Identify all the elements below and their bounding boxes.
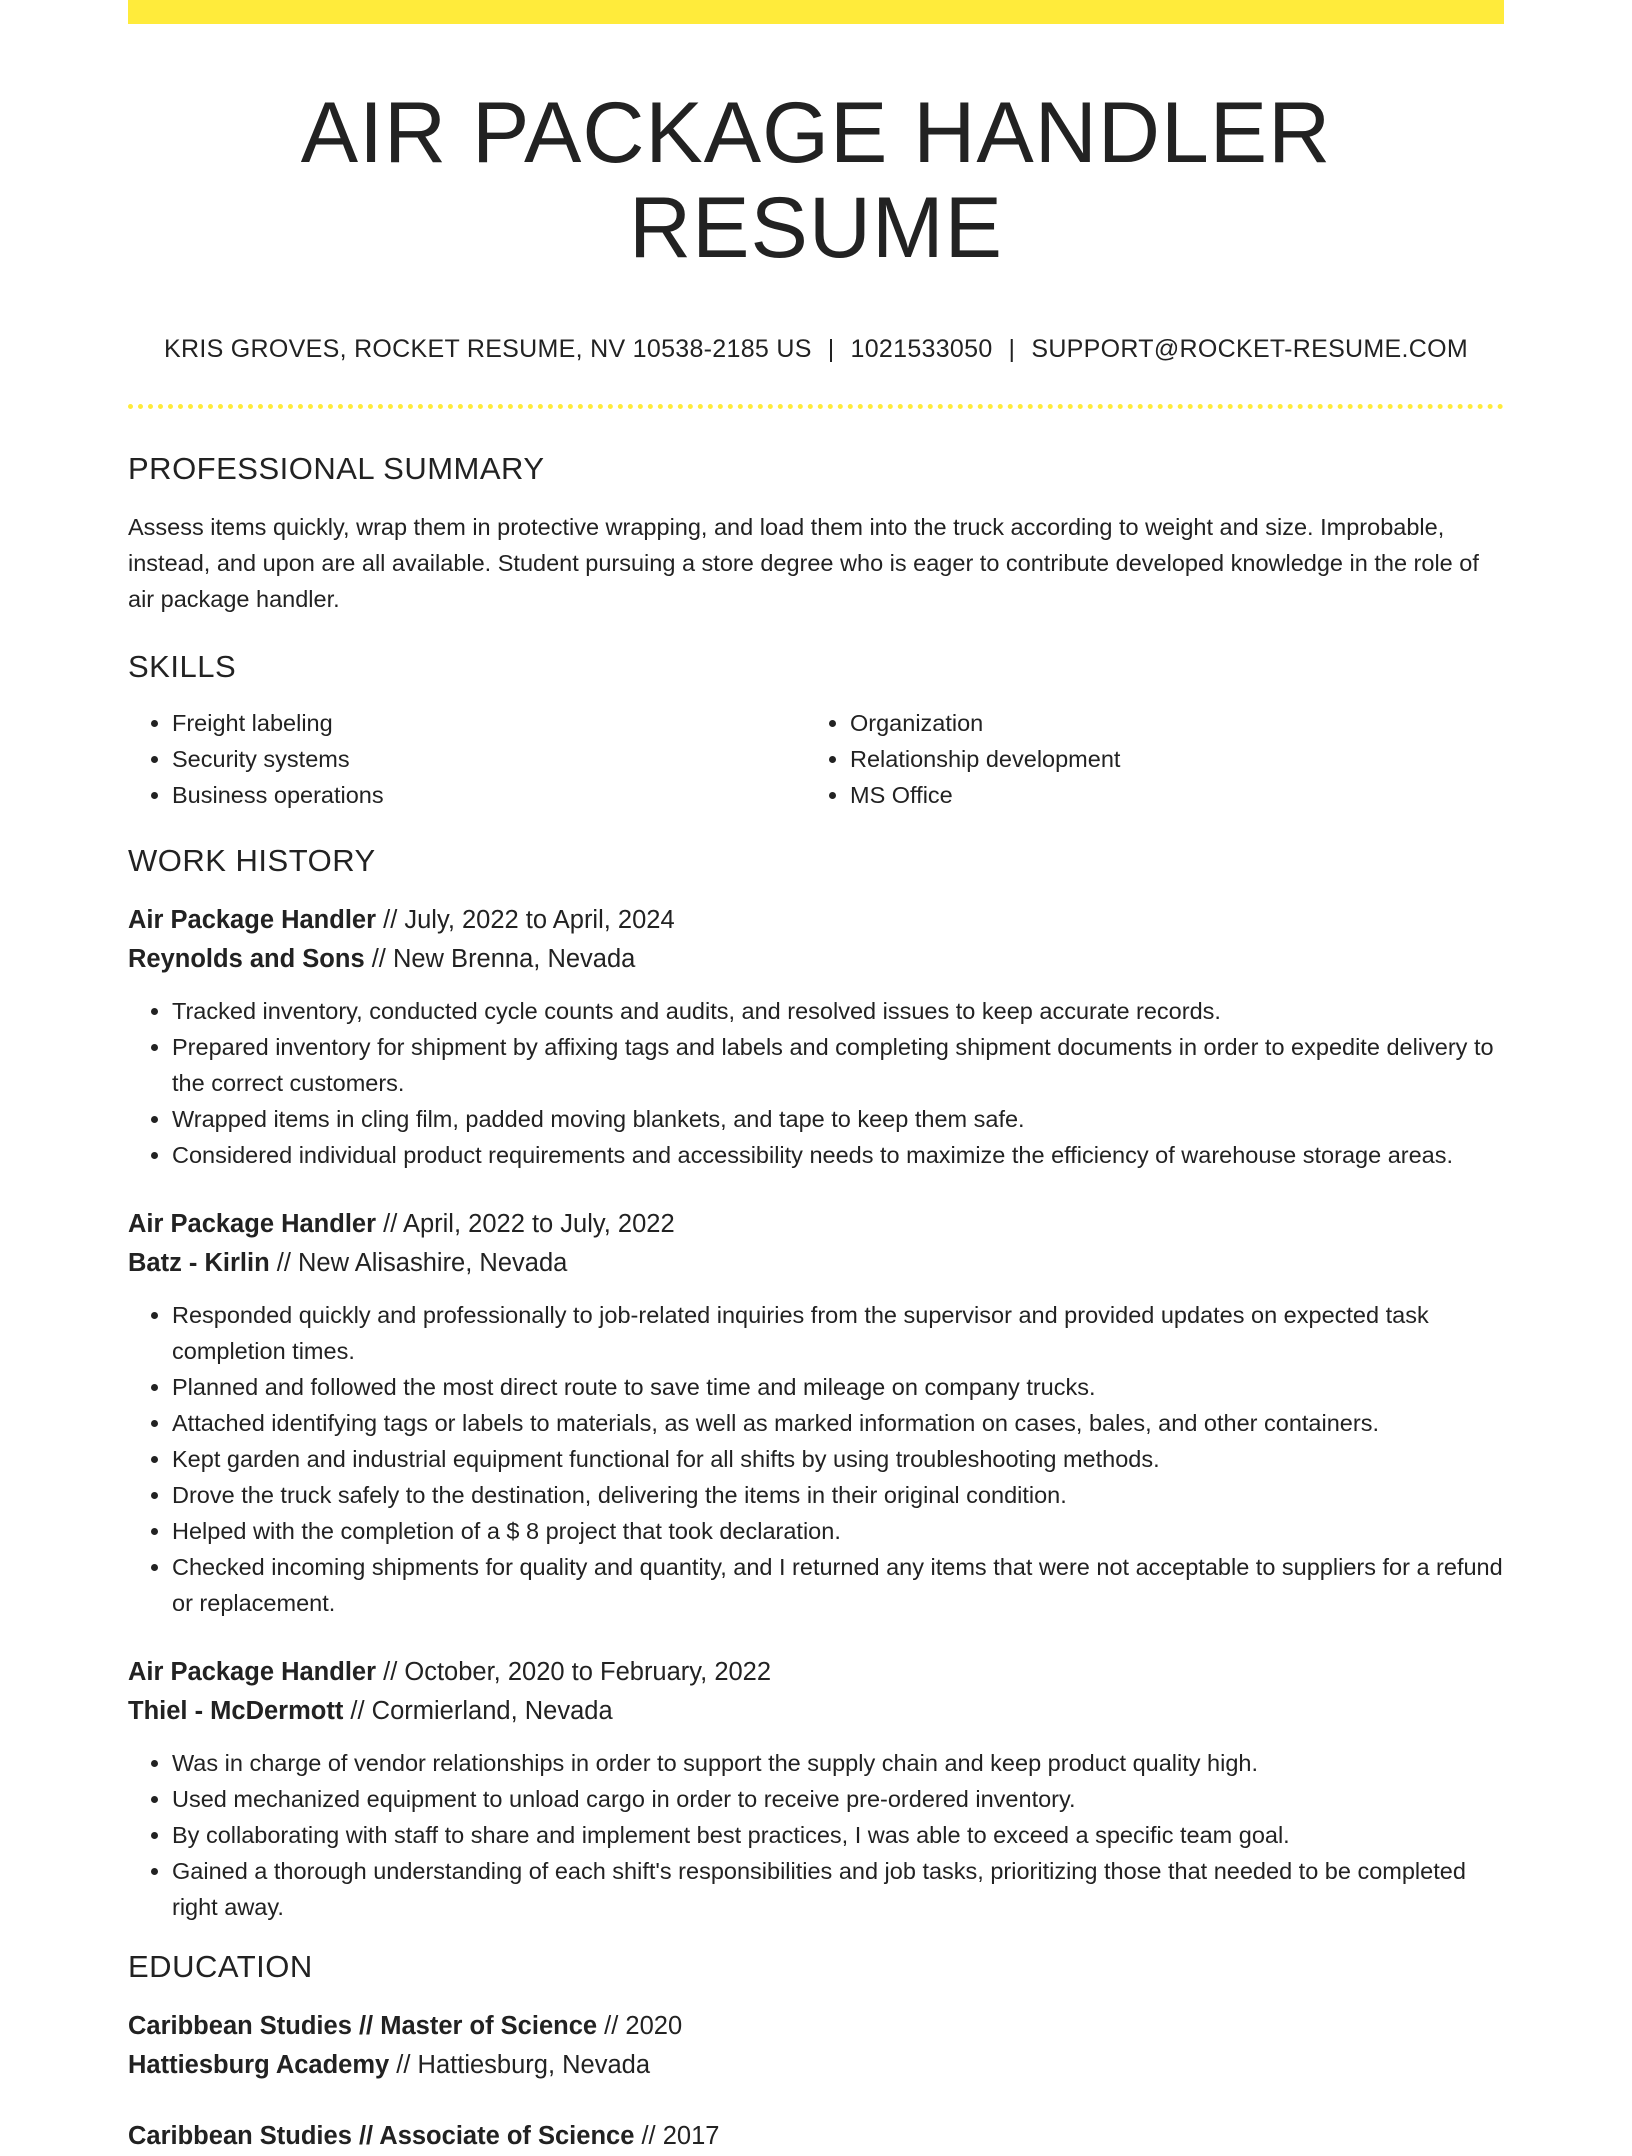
edu-degree-line	[128, 2007, 1504, 2046]
contact-separator: |	[827, 335, 835, 364]
contact-email: SUPPORT@ROCKET-RESUME.COM	[1031, 335, 1468, 364]
skills-column-left	[128, 705, 806, 813]
job-title: Air Package Handler	[128, 1658, 377, 1687]
job-company-line	[128, 1244, 1504, 1283]
contact-line	[128, 335, 1504, 364]
job-entry	[128, 901, 1504, 1173]
job-bullet: • Checked incoming shipments for quality and quantity, and I returned any items that were not acceptable to suppliers for a refund or replacement.	[172, 1549, 1504, 1621]
job-bullet: • Planned and followed the most direct route to save time and mileage on company trucks.	[172, 1369, 1504, 1405]
skill-item: • Business operations	[172, 777, 806, 813]
job-bullet: • Prepared inventory for shipment by affixing tags and labels and completing shipment documents in order to expedite delivery to the correct customers.	[172, 1029, 1504, 1101]
job-company: Batz - Kirlin	[128, 1249, 270, 1278]
job-dates: // April, 2022 to July, 2022	[376, 1210, 675, 1239]
job-bullet: • Kept garden and industrial equipment functional for all shifts by using troubleshooting methods.	[172, 1441, 1504, 1477]
job-title: Air Package Handler	[128, 1210, 377, 1239]
job-bullet: • Used mechanized equipment to unload cargo in order to receive pre-ordered inventory.	[172, 1781, 1504, 1817]
job-company-line	[128, 1692, 1504, 1731]
skill-item: • Freight labeling	[172, 705, 806, 741]
edu-degree-line	[128, 2117, 1504, 2156]
job-bullet: • Considered individual product requirements and accessibility needs to maximize the efficiency of warehouse storage areas.	[172, 1137, 1504, 1173]
job-title: Air Package Handler	[128, 906, 377, 935]
job-dates: // July, 2022 to April, 2024	[376, 906, 675, 935]
contact-separator: |	[1008, 335, 1016, 364]
edu-location: // Hattiesburg, Nevada	[389, 2051, 651, 2080]
contact-phone: 1021533050	[850, 335, 993, 364]
skills-heading: SKILLS	[128, 649, 237, 685]
job-location: // New Alisashire, Nevada	[269, 1249, 568, 1278]
job-bullet: • Wrapped items in cling film, padded moving blankets, and tape to keep them safe.	[172, 1101, 1504, 1137]
job-entry	[128, 1205, 1504, 1621]
skill-item: • Organization	[850, 705, 1484, 741]
job-bullets	[128, 1297, 1504, 1621]
job-company-line	[128, 940, 1504, 979]
edu-year: // 2020	[597, 2012, 683, 2041]
job-bullet: • Tracked inventory, conducted cycle counts and audits, and resolved issues to keep accurate records.	[172, 993, 1504, 1029]
education-heading: EDUCATION	[128, 1949, 313, 1985]
job-dates: // October, 2020 to February, 2022	[376, 1658, 772, 1687]
job-bullet: • Attached identifying tags or labels to materials, as well as marked information on cases, bales, and other containers.	[172, 1405, 1504, 1441]
job-location: // New Brenna, Nevada	[364, 945, 636, 974]
job-bullet: • Drove the truck safely to the destination, delivering the items in their original condition.	[172, 1477, 1504, 1513]
resume-page	[128, 0, 1504, 2156]
summary-text: Assess items quickly, wrap them in protective wrapping, and load them into the truck according to weight and size. Improbable, instead, and upon are all available. Student pursuing a store degree who is eager to contribute developed knowledge in the role of air package handler.	[128, 514, 1479, 613]
job-company: Thiel - McDermott	[128, 1697, 344, 1726]
skills-column-right	[806, 705, 1484, 813]
job-bullet: • By collaborating with staff to share and implement best practices, I was able to exceed a specific team goal.	[172, 1817, 1504, 1853]
job-bullet: • Gained a thorough understanding of each shift's responsibilities and job tasks, prioritizing those that needed to be completed right away.	[172, 1853, 1504, 1925]
job-title-line	[128, 1653, 1504, 1692]
contact-address: KRIS GROVES, ROCKET RESUME, NV 10538-2185 US	[164, 335, 812, 364]
edu-school-line	[128, 2046, 1504, 2085]
skill-item: • Security systems	[172, 741, 806, 777]
summary-heading: PROFESSIONAL SUMMARY	[128, 451, 545, 487]
job-bullet: • Was in charge of vendor relationships in order to support the supply chain and keep product quality high.	[172, 1745, 1504, 1781]
skill-item: • Relationship development	[850, 741, 1484, 777]
job-location: // Cormierland, Nevada	[343, 1697, 613, 1726]
job-bullets	[128, 1745, 1504, 1925]
job-bullets	[128, 993, 1504, 1173]
accent-top-bar	[128, 0, 1504, 24]
job-title-line	[128, 1205, 1504, 1244]
edu-school: Hattiesburg Academy	[128, 2051, 390, 2080]
job-bullet: • Responded quickly and professionally to job-related inquiries from the supervisor and provided updates on expected task completion times.	[172, 1297, 1504, 1369]
education-entry	[128, 2007, 1504, 2085]
job-title-line	[128, 901, 1504, 940]
work-history-heading: WORK HISTORY	[128, 843, 376, 879]
dotted-divider	[128, 404, 1504, 409]
skill-item: • MS Office	[850, 777, 1484, 813]
job-company: Reynolds and Sons	[128, 945, 365, 974]
job-bullet: • Helped with the completion of a $ 8 project that took declaration.	[172, 1513, 1504, 1549]
education-entry	[128, 2117, 1504, 2156]
job-entry	[128, 1653, 1504, 1925]
edu-degree: Caribbean Studies // Master of Science	[128, 2012, 598, 2041]
skills-list	[128, 705, 1504, 813]
edu-year: // 2017	[634, 2122, 720, 2151]
edu-degree: Caribbean Studies // Associate of Science	[128, 2122, 635, 2151]
resume-title: AIR PACKAGE HANDLER RESUME	[300, 85, 1332, 276]
